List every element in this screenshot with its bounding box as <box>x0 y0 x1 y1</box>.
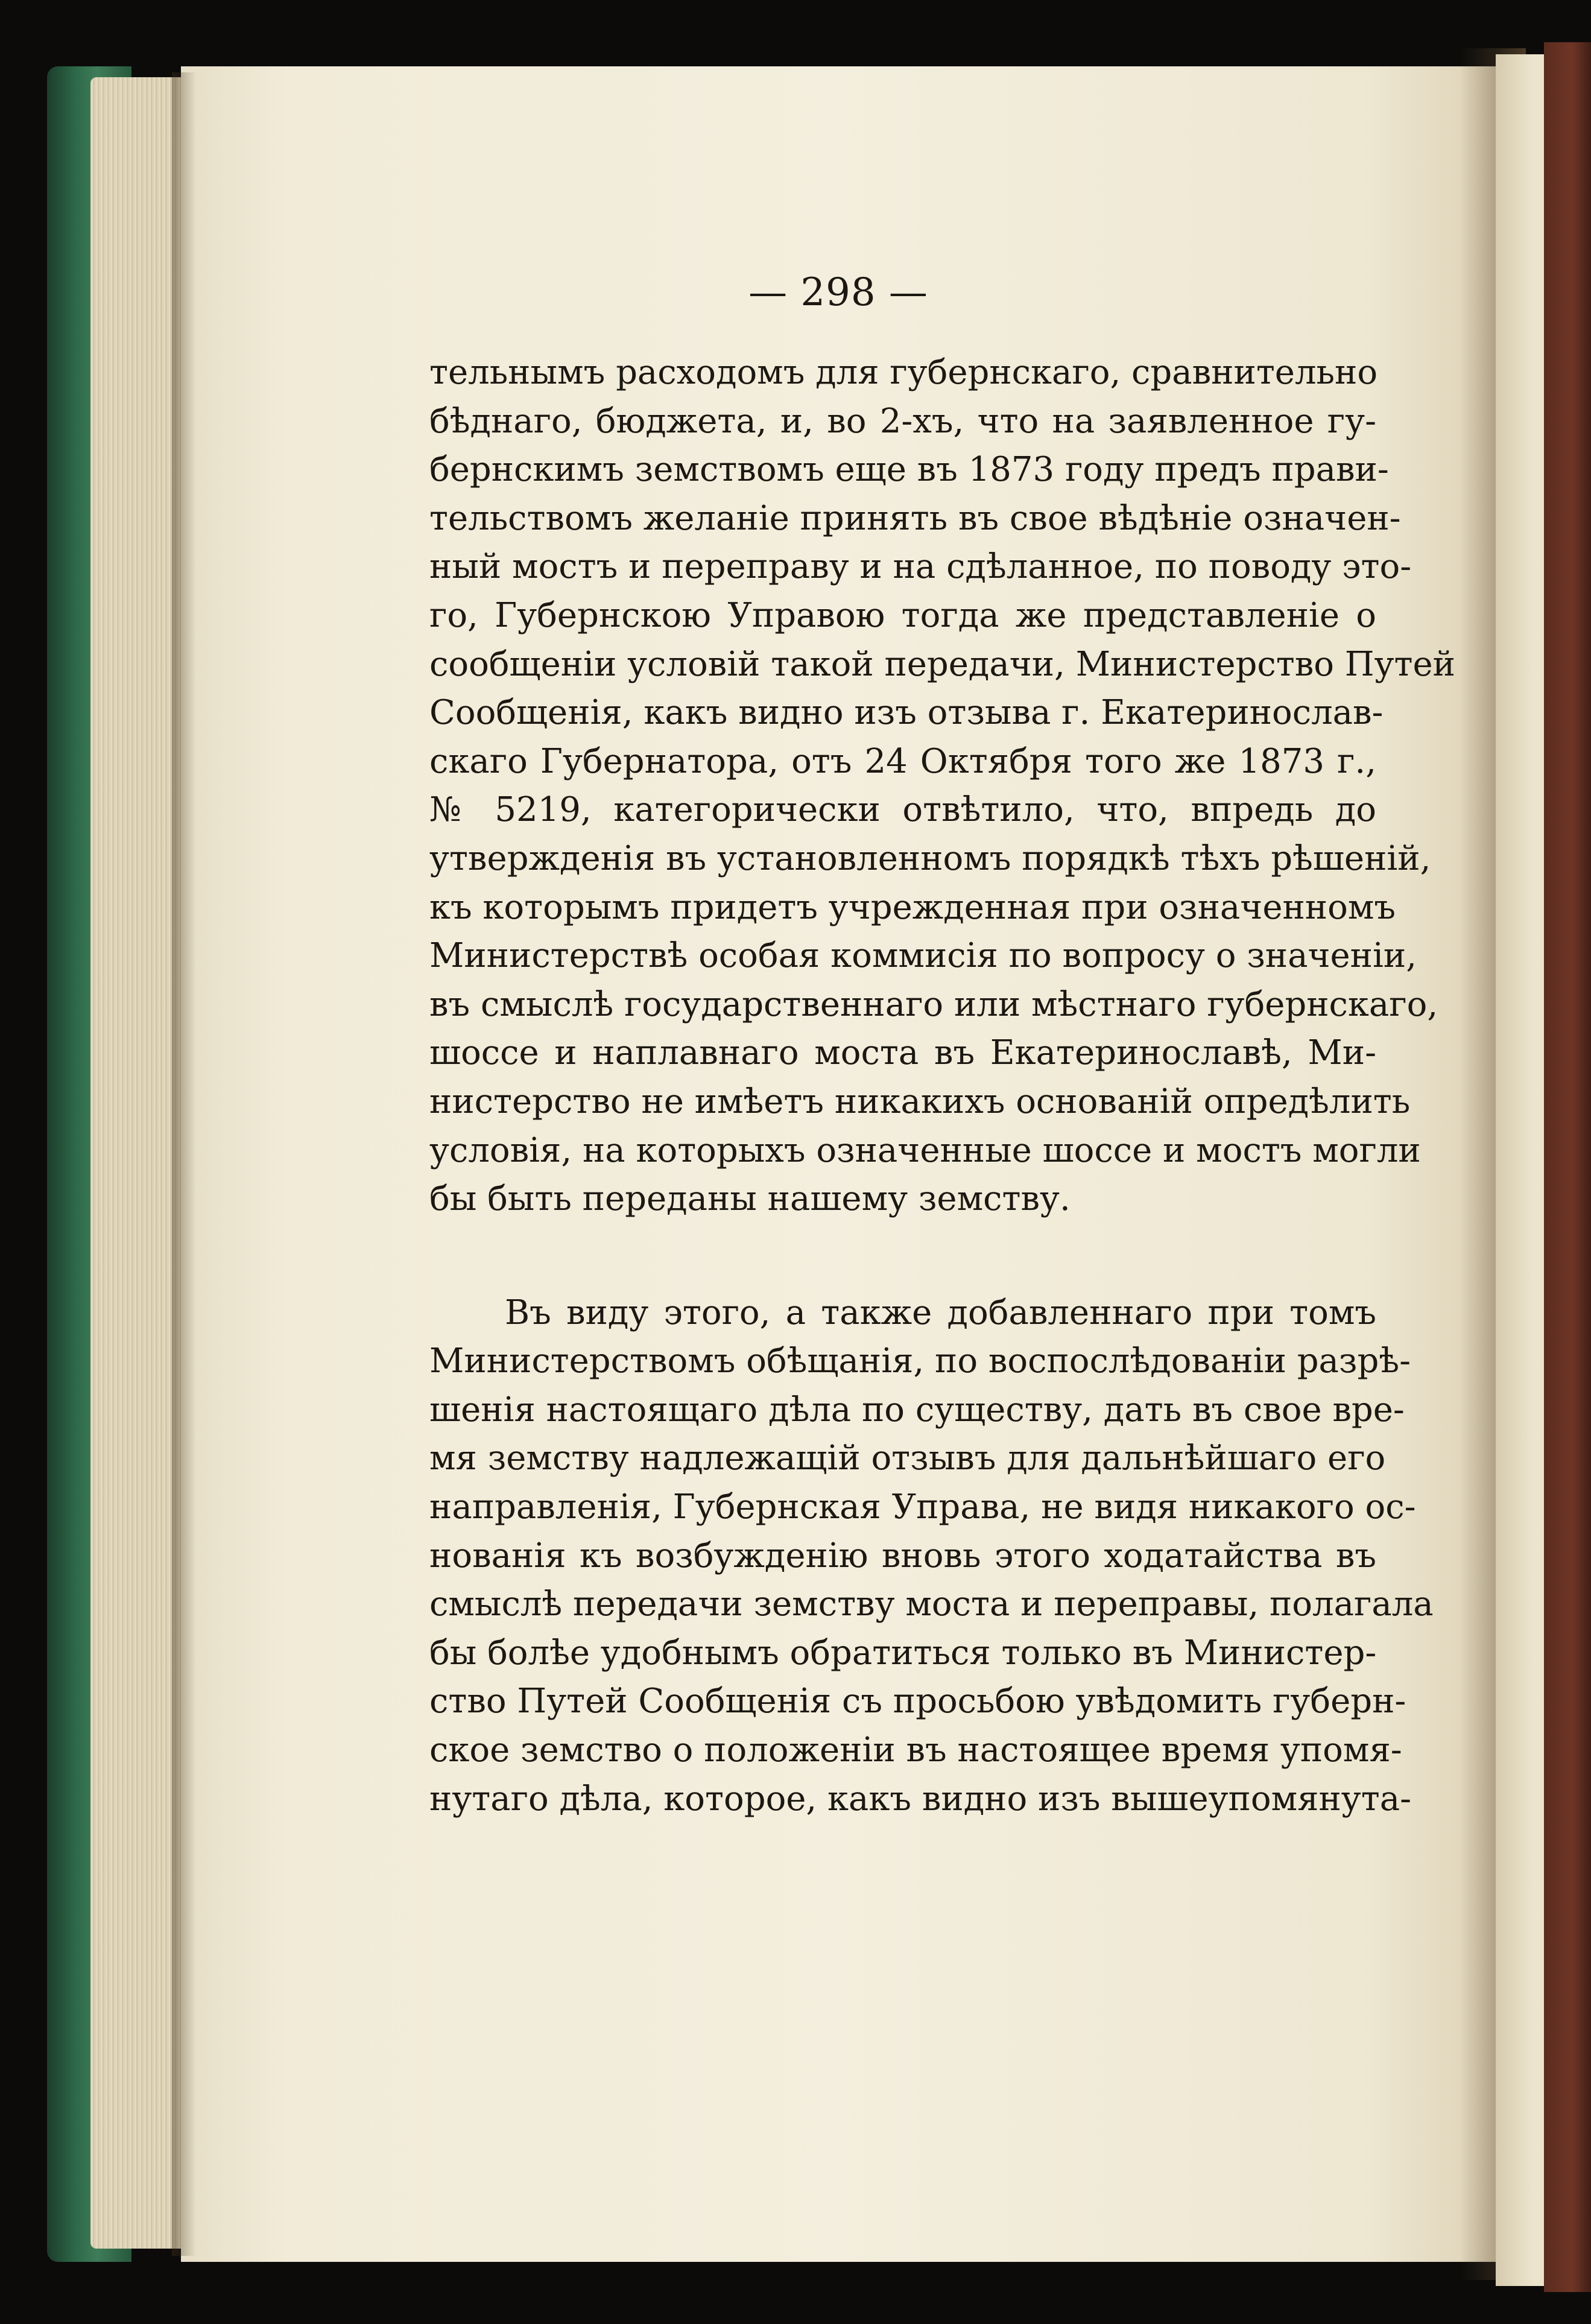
text-line: тельствомъ желаніе принять въ свое вѣдѣніе означен- <box>429 498 1401 538</box>
text-line: ское земство о положеніи въ настоящее время упомя- <box>429 1730 1402 1770</box>
text-line: нистерство не имѣетъ никакихъ основаній опредѣлить <box>429 1081 1411 1121</box>
text-line: утвержденія въ установленномъ порядкѣ тѣхъ рѣшеній, <box>429 838 1431 878</box>
text-line: шоссе и наплавнаго моста въ Екатеринославѣ, Ми- <box>429 1033 1376 1073</box>
text-line: нованія къ возбужденію вновь этого ходатайства въ <box>429 1536 1376 1575</box>
text-line: бы болѣе удобнымъ обратиться только въ Министер- <box>429 1633 1377 1673</box>
text-line: скаго Губернатора, отъ 24 Октября того же 1873 г., <box>429 741 1376 781</box>
text-line: бѣднаго, бюджета, и, во 2-хъ, что на заявленное гу- <box>429 401 1376 441</box>
text-line: Сообщенія, какъ видно изъ отзыва г. Екатеринослав- <box>429 693 1384 733</box>
page-edge-shadow <box>172 72 196 2256</box>
text-line: нутаго дѣла, которое, какъ видно изъ вышеупомянута- <box>429 1779 1412 1819</box>
text-line: Въ виду этого, а также добавленнаго при томъ <box>505 1293 1376 1332</box>
text-line: Министерствомъ обѣщанія, по воспослѣдованіи разрѣ- <box>429 1341 1411 1381</box>
page-number: — 298 — <box>748 270 928 315</box>
paragraph-gap <box>429 1224 1376 1289</box>
text-line: въ смыслѣ государственнаго или мѣстнаго губернскаго, <box>429 984 1438 1024</box>
text-line: ство Путей Сообщенія съ просьбою увѣдомить губерн- <box>429 1682 1406 1721</box>
page-edges <box>90 77 181 2249</box>
text-line: го, Губернскою Управою тогда же представленіе о <box>429 595 1376 635</box>
text-line: тельнымъ расходомъ для губернскаго, сравнительно <box>429 353 1378 392</box>
text-line: № 5219, категорически отвѣтило, что, впредь до <box>429 790 1376 830</box>
text-line: къ которымъ придетъ учрежденная при означенномъ <box>429 887 1396 927</box>
text-line: бернскимъ земствомъ еще въ 1873 году предъ прави- <box>429 450 1389 490</box>
text-line: условія, на которыхъ означенные шоссе и мостъ могли <box>429 1130 1421 1170</box>
text-line: направленія, Губернская Управа, не видя никакого ос- <box>429 1487 1416 1527</box>
text-line: Министерствѣ особая коммисія по вопросу о значеніи, <box>429 936 1417 976</box>
paragraph <box>429 1289 1434 1824</box>
paragraph <box>429 349 1455 1224</box>
text-line: бы быть переданы нашему земству. <box>429 1179 1071 1219</box>
text-line: сообщеніи условій такой передачи, Министерство Путей <box>429 644 1455 684</box>
text-line: ный мостъ и переправу и на сдѣланное, по поводу это- <box>429 547 1412 587</box>
text-line: смыслѣ передачи земству моста и переправы, полагала <box>429 1585 1434 1624</box>
body-text <box>429 349 1455 1823</box>
text-line: шенія настоящаго дѣла по существу, дать въ свое вре- <box>429 1390 1405 1430</box>
text-line: мя земству надлежащій отзывъ для дальнѣйшаго его <box>429 1439 1386 1478</box>
book-cover-edge <box>1544 42 1591 2292</box>
